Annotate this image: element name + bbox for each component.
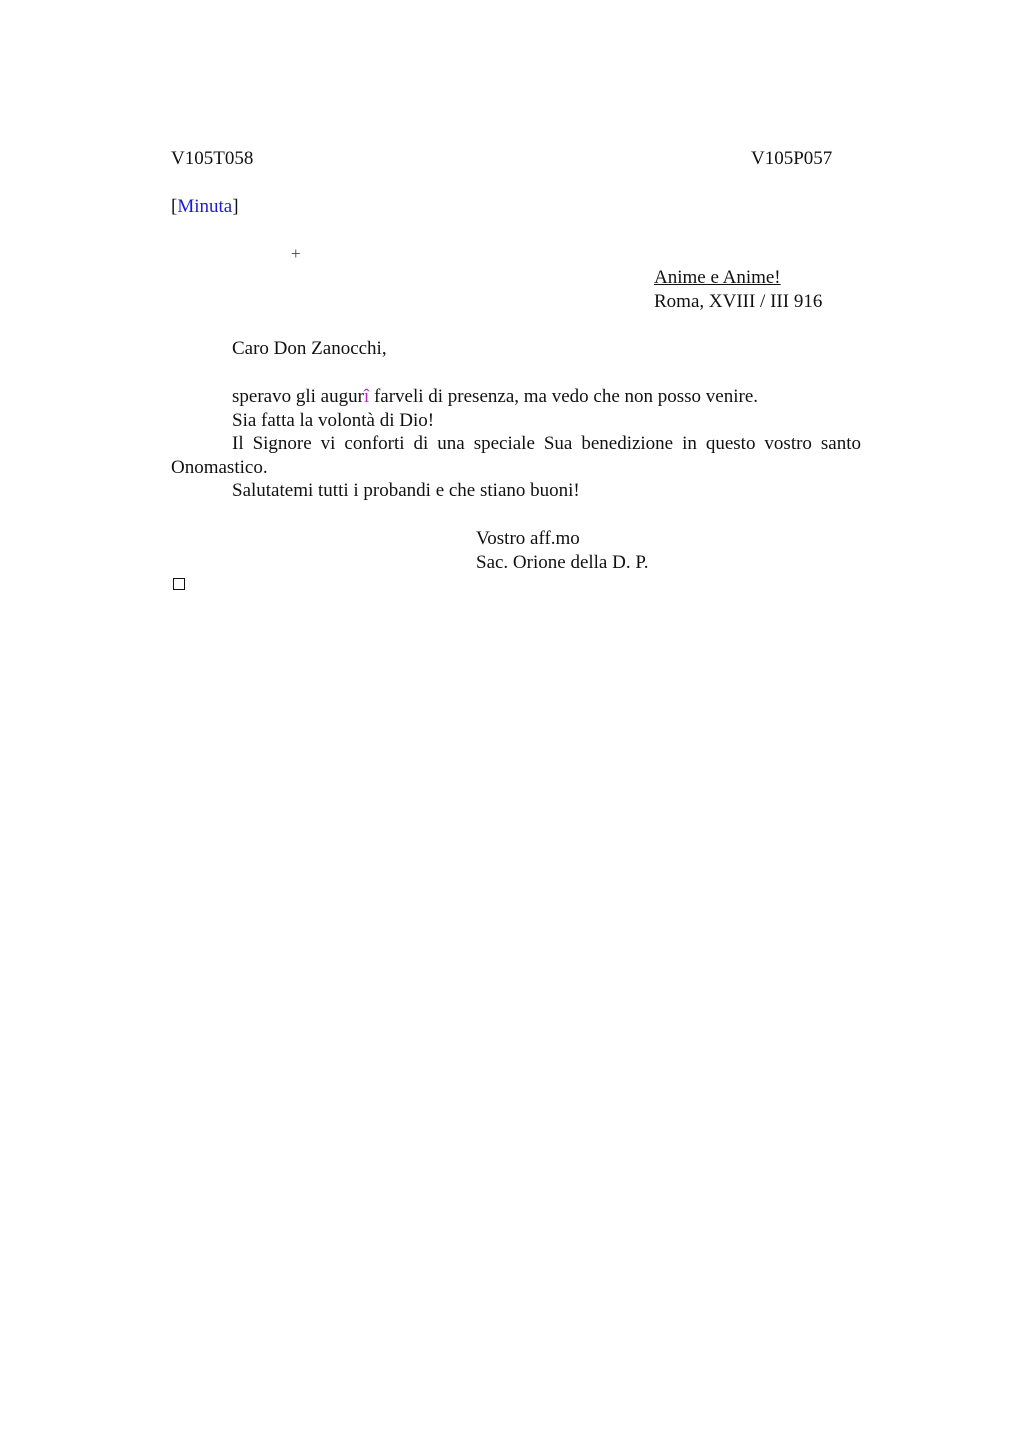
body-paragraph-1: [171, 385, 861, 409]
letter-body: [171, 385, 861, 503]
bracket-close: ]: [232, 196, 239, 217]
body-paragraph-4: Salutatemi tutti i probandi e che stiano buoni!: [232, 480, 580, 501]
body-paragraph-1-end: farveli di presenza, ma vedo che non posso venire.: [369, 386, 759, 407]
salutation: Caro Don Zanocchi,: [232, 338, 387, 359]
draft-note: [171, 195, 239, 219]
draft-label: Minuta: [177, 196, 233, 217]
motto: Anime e Anime!: [654, 267, 781, 288]
accented-letter: î: [363, 386, 370, 407]
document-code-left: V105T058: [171, 148, 254, 169]
body-paragraph-2: Sia fatta la volontà di Dio!: [232, 409, 435, 431]
closing: Vostro aff.mo: [476, 528, 580, 549]
end-square-icon: [173, 578, 185, 590]
bracket-open: [: [171, 196, 178, 217]
body-paragraph-3: Il Signore vi conforti di una speciale Sua benedizione in questo vostro santo Onomastico.: [171, 433, 861, 478]
place-date: Roma, XVIII / III 916: [654, 291, 823, 312]
document-code-right: V105P057: [751, 148, 833, 169]
cross-icon: +: [291, 244, 301, 263]
signature: Sac. Orione della D. P.: [476, 552, 649, 573]
body-paragraph-1-start: speravo gli augur: [232, 386, 364, 407]
